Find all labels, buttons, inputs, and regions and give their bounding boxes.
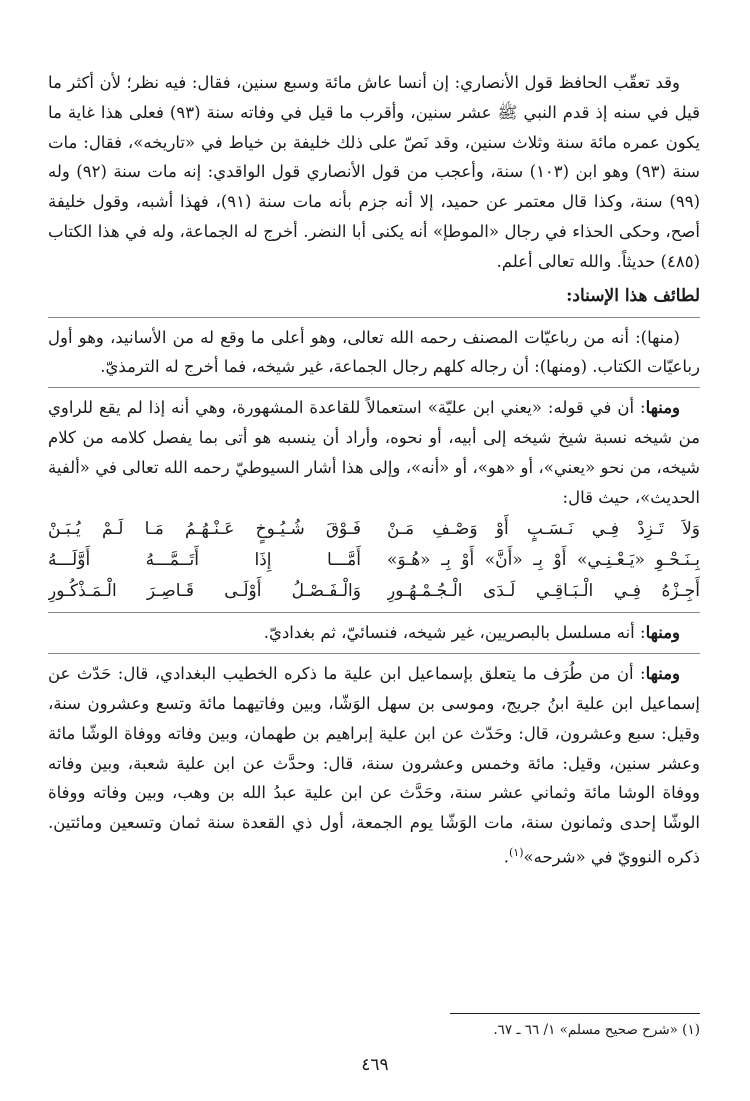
paragraph-5 [48, 659, 700, 872]
footnote-separator [450, 1013, 700, 1014]
paragraph-lead: ومنها [645, 664, 680, 684]
poem-line [48, 545, 700, 576]
poem-hemistich-first: أَجِـزْهُ فِـي الْـبَـاقِـي لَـدَى الْـجُـمْـهُـورِ [387, 581, 700, 602]
footnote: (١) «شرح صحيح مسلم» ١/ ٦٦ ـ ٦٧. [493, 1022, 700, 1038]
divider [48, 317, 700, 318]
divider [48, 387, 700, 388]
paragraph-2: (منها): أنه من رباعيّات المصنف رحمه الله تعالى، وهو أعلى ما وقع له من الأسانيد، وهو أول رباعيّات الكتاب. (ومنها): أن رجاله كلهم رجال الجماعة، غير شيخه، فما أخرج له الترمذيّ. [48, 327, 700, 377]
paragraph-4 [48, 618, 700, 648]
poem-hemistich-second: فَـوْقَ شُـيُـوخٍ عَـنْـهُـمُ مَـا لَـمْ يُـبَـنْ [48, 519, 361, 540]
poem-hemistich-second: أَمَّـــا إِذَا أَتَــمَّـــهُ أَوَّلَـــهُ [48, 550, 361, 571]
paragraph-lead: ومنها [645, 398, 680, 418]
paragraph-text: : أنه مسلسل بالبصريين، غير شيخه، فنسائيّ، ثم بغداديّ. [263, 623, 646, 643]
poem-hemistich-first: وَلاَ تَـزِدْ فِـي نَـسَـبٍ أَوْ وَصْـفِ مَـنْ [387, 519, 700, 540]
paragraph-lead: ومنها [645, 623, 680, 643]
section-title: لطائف هذا الإسناد: [566, 285, 700, 306]
poem-hemistich-second: وَالْـفَـصْـلُ أَوْلَـى قَـاصِـرَ الْـمَـذْكُـورِ [48, 581, 361, 602]
paragraph-text: : أن من طُرَف ما يتعلق بإسماعيل ابن علية ما ذكره الخطيب البغدادي، قال: حَدّث عن إسماعيل ابن علية ابنُ جريج، وموسى بن سهل الوَشّا، وبين وفاتيهما مائة وتسع وعشرون سنة، وقيل: سبع وعشرون، قال: وحَدّث عن ابن علية إبراهيم بن طهمان، وبين وفاته ووفاة الوشّا مائة وعشر سنين، وقيل: مائة وخمس وعشرون سنة، قال: وحدَّث عن ابن علية شعبة، وبين وفاته ووفاة الوشا مائة وثماني عشر سنة، وحَدَّث عن ابن علية عبدُ الله بن وهب، وبين وفاته ووفاة الوشّا إحدى وثمانون سنة، مات الوَشّا يوم الجمعة، أول ذي القعدة سنة ثمان وتسعين ومائتين. ذكره النوويّ في «شرحه» [48, 664, 700, 867]
poem-line [48, 514, 700, 545]
divider [48, 612, 700, 613]
page-number: ٤٦٩ [361, 1055, 389, 1075]
paragraph-text: : أن في قوله: «يعني ابن عليّة» استعمالاً للقاعدة المشهورة، وهي أنه إذا لم يقع للراوي من شيخه نسبة شيخ شيخه إلى أبيه، أو نحوه، وأراد أن ينسبه هو أتى بما يفصل كلامه من كلام شيخه، من نحو «يعني»، أو «هو»، أو «أنه»، وإلى هذا أشار السيوطيّ رحمه الله تعالى في «ألفية الحديث»، حيث قال: [48, 398, 700, 507]
footnote-reference[interactable]: (١) [508, 845, 524, 859]
poem [48, 514, 700, 607]
poem-line [48, 576, 700, 607]
poem-hemistich-first: بِـنَـحْـوِ «يَـعْـنِـي» أَوْ بِـ «أَنَّ» أَوْ بِـ «هُـوَ» [387, 550, 700, 571]
divider [48, 653, 700, 654]
paragraph-1: وقد تعقّب الحافظ قول الأنصاري: إن أنسا عاش مائة وسبع سنين، فقال: فيه نظر؛ لأن أكثر ما قيل في سنه إذ قدم النبي ﷺ عشر سنين، وأقرب ما قيل في وفاته سنة (٩٣) فعلى هذا غاية ما يكون عمره مائة سنة وثلاث سنين، وقد نَصّ على ذلك خليفة بن خياط في «تاريخه»، فقال: مات سنة (٩٣) وهو ابن (١٠٣) سنة، وأعجب من قول الأنصاري قول الواقدي: إنه مات سنة (٩٢) وله (٩٩) سنة، وكذا قال معتمر عن حميد، إلا أنه جزم بأنه مات سنة (٩١)، فهذا أشبه، وقول خليفة أصح، وحكى الحذاء في رجال «الموطإ» أنه يكنى أبا النضر. أخرج له الجماعة، وله في هذا الكتاب (٤٨٥) حديثاً. والله تعالى أعلم. [48, 73, 701, 271]
paragraph-end: . [503, 847, 509, 867]
page-body [48, 68, 700, 872]
paragraph-3 [48, 393, 700, 512]
